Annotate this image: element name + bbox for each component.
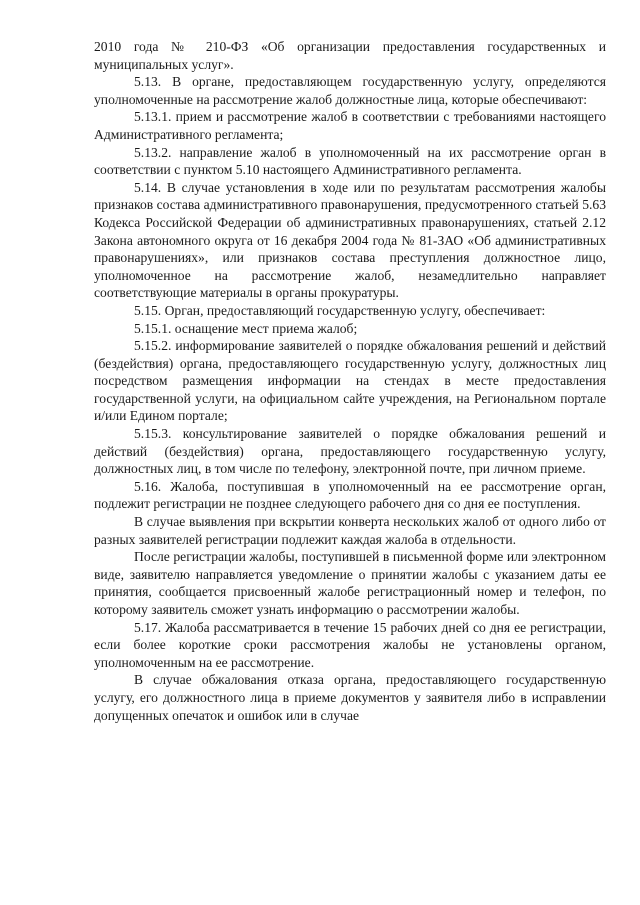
paragraph-5-16: 5.16. Жалоба, поступившая в уполномоченный на ее рассмотрение орган, подлежит регистрации не позднее следующего рабочего дня со дня ее поступления.: [94, 478, 606, 512]
paragraph-5-15-1: 5.15.1. оснащение мест приема жалоб;: [134, 320, 358, 336]
paragraph-5-17: 5.17. Жалоба рассматривается в течение 15 рабочих дней со дня ее регистрации, если более короткие сроки рассмотрения жалобы не установлены органом, уполномоченным на ее рассмотрение.: [94, 619, 606, 670]
paragraph-continuation: 2010 года № 210-ФЗ «Об организации предоставления государственных и муниципальных услуг».: [94, 39, 606, 72]
paragraph-5-15-3: 5.15.3. консультирование заявителей о порядке обжалования решений и действий (бездействия) органа, предоставляющего государственную услугу, должностных лиц, в том числе по телефону, электронной почте, при личном приеме.: [94, 426, 606, 477]
paragraph-refusal-appeal: В случае обжалования отказа органа, предоставляющего государственную услугу, его должностного лица в приеме документов у заявителя либо в исправлении допущенных опечаток и ошибок или в случае: [94, 672, 606, 723]
paragraph-registration-notice: После регистрации жалобы, поступившей в письменной форме или электронном виде, заявителю направляется уведомление о принятии жалобы с указанием даты ее принятия, сообщается присвоенный жалобе регистрационный номер и телефон, по которому заявитель сможет узнать информацию о рассмотрении жалобы.: [94, 549, 606, 617]
paragraph-5-13: 5.13. В органе, предоставляющем государственную услугу, определяются уполномоченные на рассмотрение жалоб должностные лица, которые обеспечивают:: [94, 74, 606, 107]
paragraph-5-13-2: 5.13.2. направление жалоб в уполномоченный на их рассмотрение орган в соответствии с пунктом 5.10 настоящего Административного регламента.: [94, 144, 606, 178]
document-body: [94, 38, 606, 724]
paragraph-5-13-1: 5.13.1. прием и рассмотрение жалоб в соответствии с требованиями настоящего Административного регламента;: [94, 109, 606, 142]
paragraph-5-15: 5.15. Орган, предоставляющий государственную услугу, обеспечивает:: [134, 302, 546, 318]
paragraph-multiple-complaints: В случае выявления при вскрытии конверта нескольких жалоб от одного либо от разных заявителей регистрации подлежит каждая жалоба в отдельности.: [94, 514, 606, 547]
paragraph-5-15-2: 5.15.2. информирование заявителей о порядке обжалования решений и действий (бездействия) органа, предоставляющего государственную услугу, должностных лиц посредством размещения информации на стендах в месте предоставления государственной услуги, на официальном сайте учреждения, на Региональном портале и/или Едином портале;: [94, 338, 606, 424]
paragraph-5-14: 5.14. В случае установления в ходе или по результатам рассмотрения жалобы признаков состава административного правонарушения, предусмотренного статьей 5.63 Кодекса Российской Федерации об административных правонарушениях, статьей 2.12 Закона автономного округа от 16 декабря 2004 года № 81-ЗАО «Об административных правонарушениях», или признаков состава преступления должностное лицо, уполномоченное на рассмотрение жалоб, незамедлительно направляет соответствующие материалы в органы прокуратуры.: [94, 179, 606, 301]
